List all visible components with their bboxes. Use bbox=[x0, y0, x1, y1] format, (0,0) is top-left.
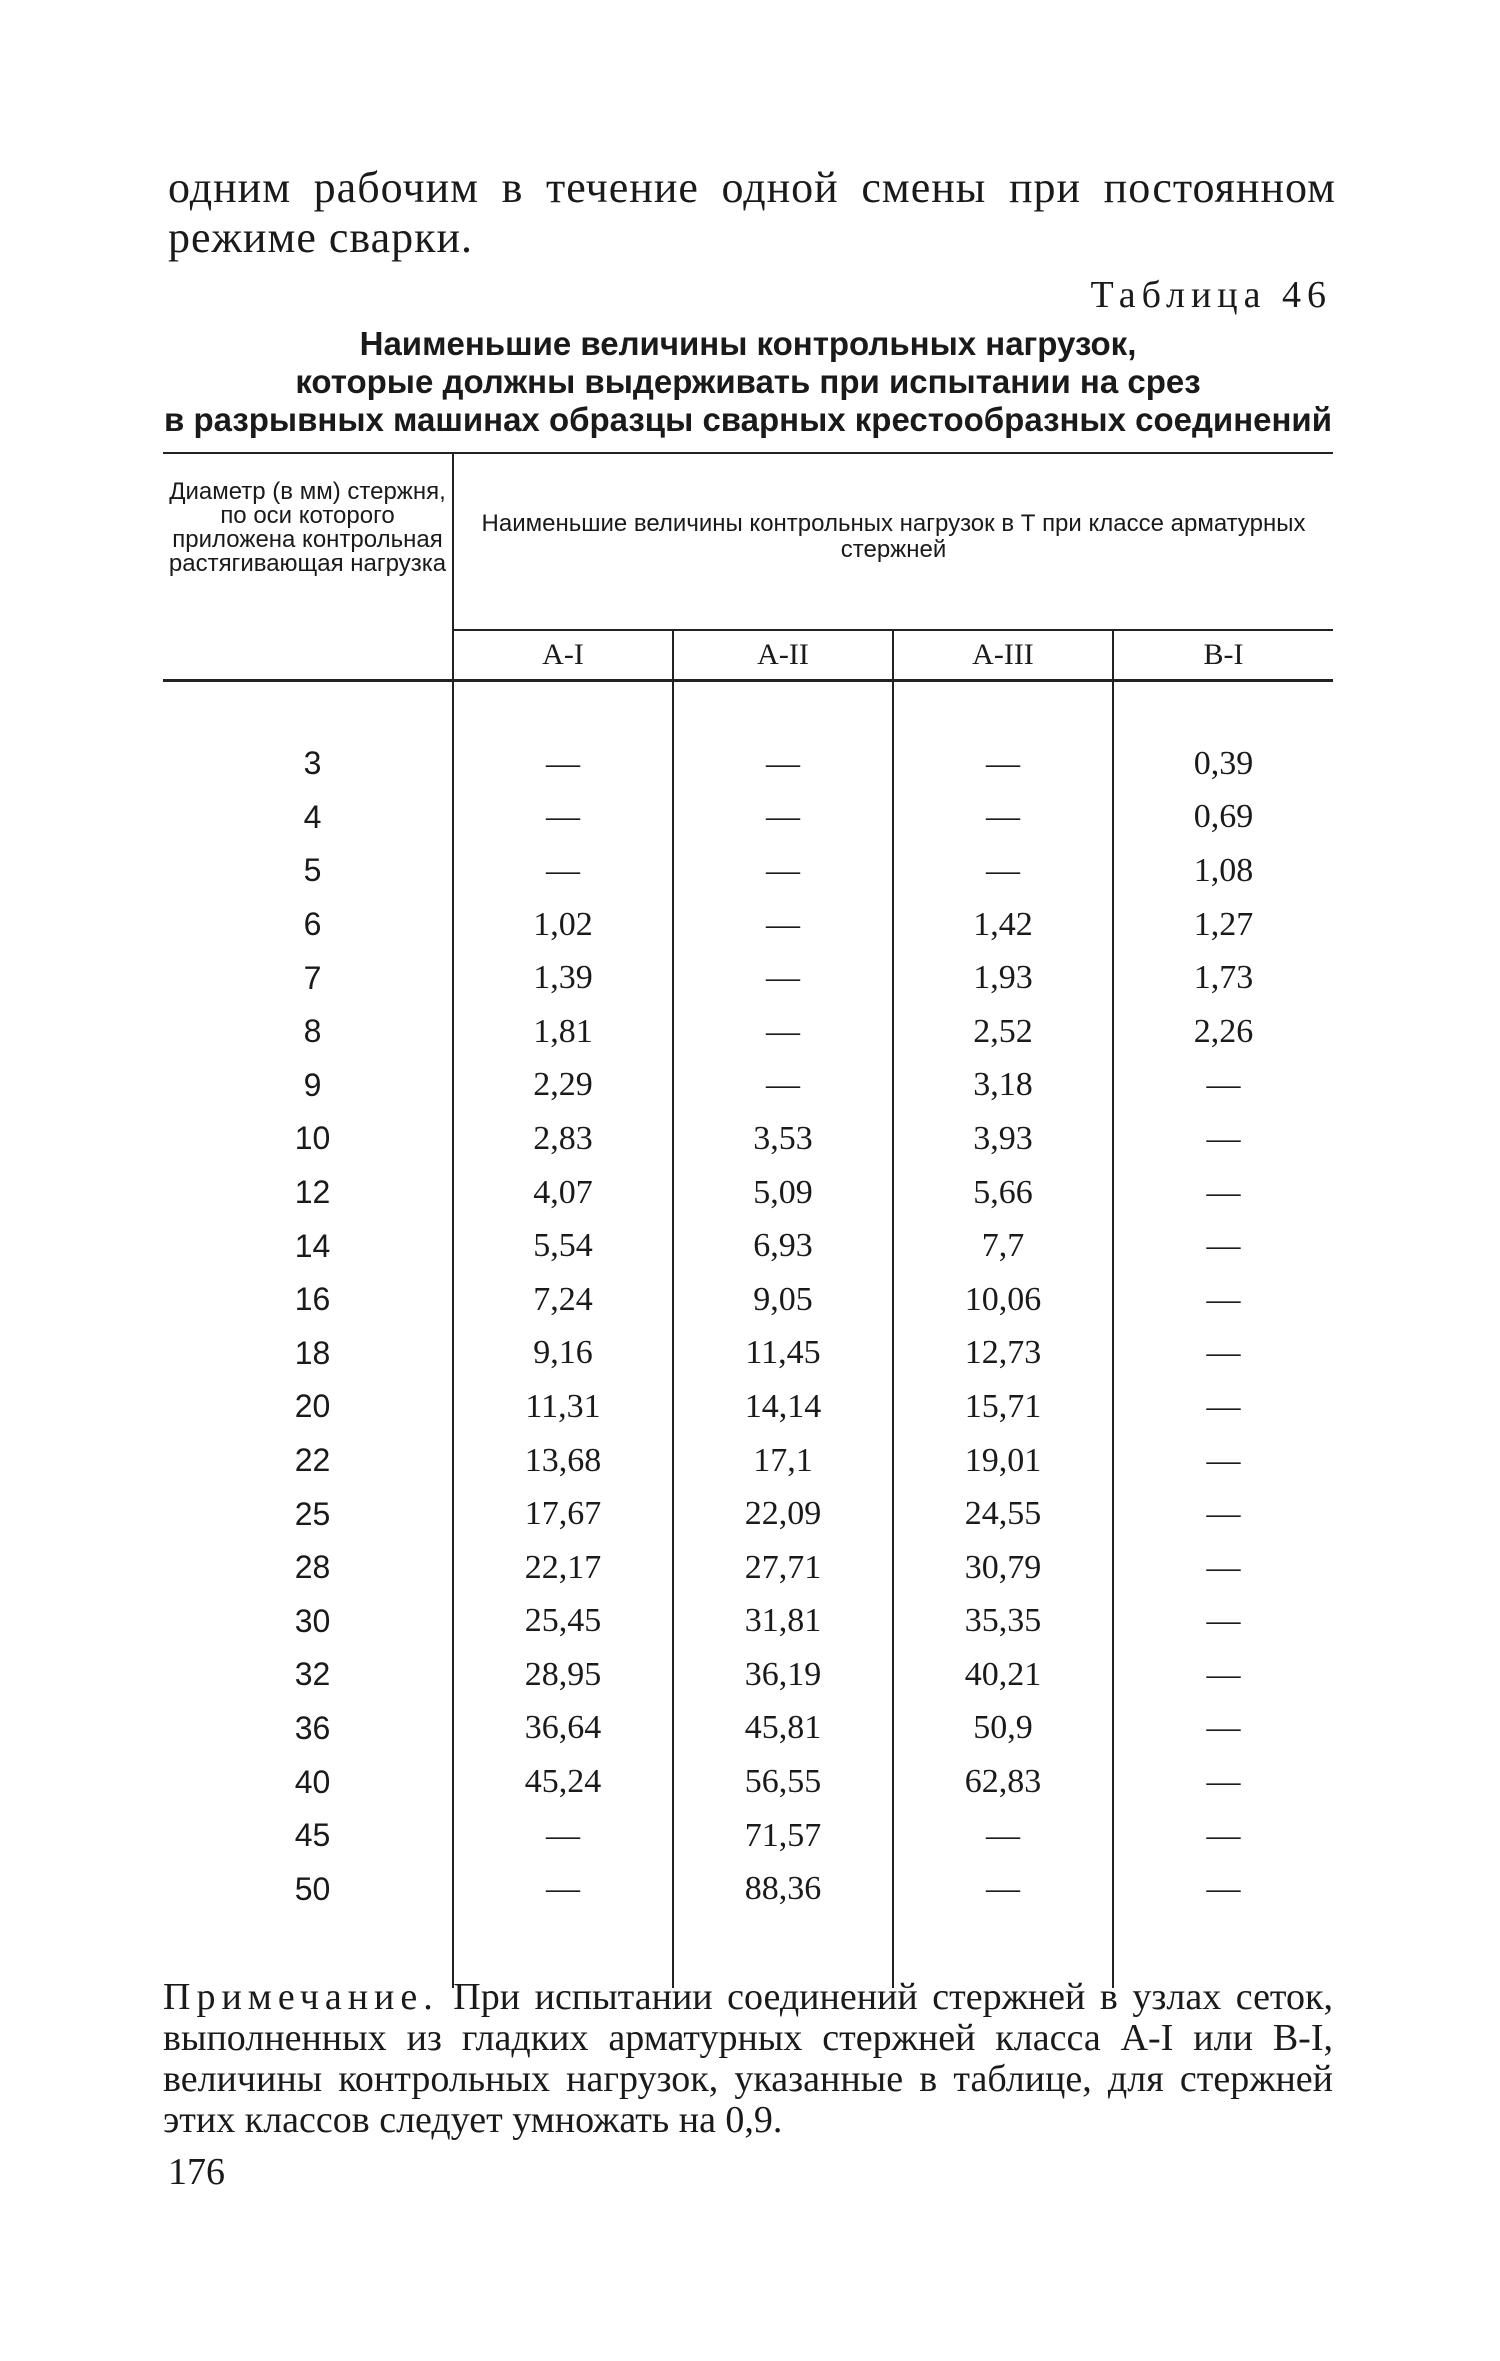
class-header: A-II bbox=[673, 630, 893, 681]
value-cell: — bbox=[893, 791, 1113, 845]
value-cell: 2,26 bbox=[1193, 1012, 1254, 1050]
note-label: Примечание. bbox=[163, 1976, 439, 2018]
value-cell: — bbox=[1206, 1119, 1241, 1157]
value-cell: — bbox=[1206, 1495, 1241, 1533]
value-cell: — bbox=[1206, 1387, 1241, 1425]
value-cell: 5,09 bbox=[673, 1166, 893, 1220]
value-cell: — bbox=[453, 791, 673, 845]
table-row bbox=[163, 1219, 1333, 1273]
value-cell: — bbox=[453, 737, 673, 791]
table-row bbox=[163, 951, 1333, 1005]
value-cell: 36,19 bbox=[673, 1648, 893, 1702]
table-note bbox=[163, 1977, 1333, 2141]
diameter-cell: 18 bbox=[163, 1327, 453, 1381]
value-cell: — bbox=[673, 844, 893, 898]
value-cell: — bbox=[673, 898, 893, 952]
caption-line-1: Наименьшие величины контрольных нагрузок, bbox=[359, 325, 1137, 362]
diameter-cell: 28 bbox=[163, 1541, 453, 1595]
diameter-cell: 16 bbox=[163, 1273, 453, 1327]
value-cell: — bbox=[673, 791, 893, 845]
value-cell: 17,1 bbox=[673, 1434, 893, 1488]
value-cell: 1,93 bbox=[893, 951, 1113, 1005]
value-cell: 1,39 bbox=[453, 951, 673, 1005]
table-row bbox=[163, 1809, 1333, 1863]
diameter-cell: 10 bbox=[163, 1112, 453, 1166]
value-cell: 7,24 bbox=[453, 1273, 673, 1327]
value-cell: 2,52 bbox=[893, 1005, 1113, 1059]
value-cell: — bbox=[1206, 1655, 1241, 1693]
spacer-cell bbox=[163, 681, 453, 738]
diameter-cell: 32 bbox=[163, 1648, 453, 1702]
caption-line-2: которые должны выдерживать при испытании на срез bbox=[295, 363, 1201, 400]
value-cell: 56,55 bbox=[673, 1755, 893, 1809]
value-cell: 2,29 bbox=[453, 1059, 673, 1113]
value-cell: 1,81 bbox=[453, 1005, 673, 1059]
diameter-cell: 50 bbox=[163, 1862, 453, 1916]
value-cell: 0,69 bbox=[1193, 798, 1254, 836]
value-cell: 31,81 bbox=[673, 1595, 893, 1649]
value-cell: 13,68 bbox=[453, 1434, 673, 1488]
diameter-cell: 45 bbox=[163, 1809, 453, 1863]
value-cell: — bbox=[893, 1862, 1113, 1916]
value-cell: 3,53 bbox=[673, 1112, 893, 1166]
diameter-cell: 9 bbox=[163, 1059, 453, 1113]
value-cell: — bbox=[673, 951, 893, 1005]
group-header: Наименьшие величины контрольных нагрузок в Т при классе арматурных стержней bbox=[453, 453, 1333, 630]
value-cell: 1,27 bbox=[1193, 905, 1254, 943]
value-cell: 45,81 bbox=[673, 1702, 893, 1756]
diameter-cell: 7 bbox=[163, 951, 453, 1005]
value-cell: — bbox=[453, 1862, 673, 1916]
table-row bbox=[163, 1380, 1333, 1434]
table-row bbox=[163, 1005, 1333, 1059]
table-number: Таблица 46 bbox=[1090, 274, 1332, 316]
value-cell: — bbox=[1206, 1763, 1241, 1801]
value-cell: 36,64 bbox=[453, 1702, 673, 1756]
value-cell: — bbox=[893, 1809, 1113, 1863]
value-cell: 25,45 bbox=[453, 1595, 673, 1649]
value-cell: — bbox=[673, 1059, 893, 1113]
value-cell: 40,21 bbox=[893, 1648, 1113, 1702]
table-row bbox=[163, 1862, 1333, 1916]
value-cell: — bbox=[1206, 1280, 1241, 1318]
diameter-cell: 25 bbox=[163, 1487, 453, 1541]
table-row bbox=[163, 1166, 1333, 1220]
table-row bbox=[163, 1327, 1333, 1381]
table-row bbox=[163, 1112, 1333, 1166]
value-cell: 1,73 bbox=[1193, 959, 1254, 997]
class-header: A-III bbox=[893, 630, 1113, 681]
table-caption bbox=[163, 325, 1333, 439]
value-cell: — bbox=[1206, 1227, 1241, 1265]
value-cell: 9,05 bbox=[673, 1273, 893, 1327]
value-cell: 14,14 bbox=[673, 1380, 893, 1434]
value-cell: 6,93 bbox=[673, 1219, 893, 1273]
value-cell: 88,36 bbox=[673, 1862, 893, 1916]
value-cell: 7,7 bbox=[893, 1219, 1113, 1273]
value-cell: — bbox=[673, 1005, 893, 1059]
value-cell: — bbox=[1206, 1870, 1241, 1908]
diameter-cell: 36 bbox=[163, 1702, 453, 1756]
value-cell: 12,73 bbox=[893, 1327, 1113, 1381]
value-cell: 0,39 bbox=[1193, 744, 1254, 782]
diameter-cell: 3 bbox=[163, 737, 453, 791]
page-number: 176 bbox=[168, 2151, 225, 2193]
table-row bbox=[163, 791, 1333, 845]
value-cell: 27,71 bbox=[673, 1541, 893, 1595]
spacer-cell bbox=[673, 681, 893, 738]
value-cell: 4,07 bbox=[453, 1166, 673, 1220]
value-cell: — bbox=[1206, 1709, 1241, 1747]
value-cell: 71,57 bbox=[673, 1809, 893, 1863]
value-cell: — bbox=[1206, 1334, 1241, 1372]
diameter-cell: 30 bbox=[163, 1595, 453, 1649]
value-cell: — bbox=[1206, 1602, 1241, 1640]
class-header: B-I bbox=[1113, 630, 1333, 681]
value-cell: 22,09 bbox=[673, 1487, 893, 1541]
value-cell: — bbox=[893, 844, 1113, 898]
table-body bbox=[163, 681, 1333, 1989]
value-cell: 50,9 bbox=[893, 1702, 1113, 1756]
value-cell: 35,35 bbox=[893, 1595, 1113, 1649]
table-row bbox=[163, 1595, 1333, 1649]
value-cell: 11,45 bbox=[673, 1327, 893, 1381]
table-row bbox=[163, 898, 1333, 952]
value-cell: 9,16 bbox=[453, 1327, 673, 1381]
value-cell: 11,31 bbox=[453, 1380, 673, 1434]
value-cell: 45,24 bbox=[453, 1755, 673, 1809]
diameter-cell: 14 bbox=[163, 1219, 453, 1273]
diameter-cell: 8 bbox=[163, 1005, 453, 1059]
diameter-cell: 20 bbox=[163, 1380, 453, 1434]
value-cell: 3,18 bbox=[893, 1059, 1113, 1113]
diameter-cell: 5 bbox=[163, 844, 453, 898]
intro-paragraph: одним рабочим в течение одной смены при постоянном режиме сварки. bbox=[168, 163, 1336, 262]
spacer-cell bbox=[893, 681, 1113, 738]
spacer-cell bbox=[1113, 681, 1333, 738]
value-cell: 10,06 bbox=[893, 1273, 1113, 1327]
value-cell: — bbox=[453, 1809, 673, 1863]
value-cell: 15,71 bbox=[893, 1380, 1113, 1434]
diameter-cell: 4 bbox=[163, 791, 453, 845]
row-header: Диаметр (в мм) стержня, по оси которого приложена контрольная растягивающая нагрузка bbox=[163, 453, 453, 681]
table-row bbox=[163, 1702, 1333, 1756]
note-text: При испытании соединений стержней в узлах сеток, выполненных из гладких арматурных стержней класса A-I или B-I, величины контрольных нагрузок, указанные в таблице, для стержней этих классов следует умножать на 0,9. bbox=[163, 1976, 1334, 2141]
value-cell: 2,83 bbox=[453, 1112, 673, 1166]
value-cell: — bbox=[1206, 1441, 1241, 1479]
table-row bbox=[163, 1434, 1333, 1488]
value-cell: 24,55 bbox=[893, 1487, 1113, 1541]
value-cell: 28,95 bbox=[453, 1648, 673, 1702]
table-row bbox=[163, 1541, 1333, 1595]
value-cell: 1,08 bbox=[1193, 851, 1254, 889]
table-row bbox=[163, 1273, 1333, 1327]
diameter-cell: 6 bbox=[163, 898, 453, 952]
table-row bbox=[163, 1648, 1333, 1702]
class-header: A-I bbox=[453, 630, 673, 681]
value-cell: — bbox=[1206, 1548, 1241, 1586]
table-row bbox=[163, 737, 1333, 791]
load-table bbox=[163, 452, 1333, 1988]
table-row bbox=[163, 844, 1333, 898]
caption-line-3: в разрывных машинах образцы сварных крестообразных соединений bbox=[163, 401, 1333, 438]
value-cell: 17,67 bbox=[453, 1487, 673, 1541]
value-cell: 22,17 bbox=[453, 1541, 673, 1595]
value-cell: 1,42 bbox=[893, 898, 1113, 952]
diameter-cell: 22 bbox=[163, 1434, 453, 1488]
table-row bbox=[163, 1755, 1333, 1809]
diameter-cell: 40 bbox=[163, 1755, 453, 1809]
spacer-row bbox=[163, 681, 1333, 738]
value-cell: — bbox=[673, 737, 893, 791]
value-cell: — bbox=[893, 737, 1113, 791]
spacer-cell bbox=[453, 681, 673, 738]
table-row bbox=[163, 1059, 1333, 1113]
value-cell: 30,79 bbox=[893, 1541, 1113, 1595]
value-cell: — bbox=[1206, 1066, 1241, 1104]
value-cell: 1,02 bbox=[453, 898, 673, 952]
table-row bbox=[163, 1487, 1333, 1541]
value-cell: — bbox=[1206, 1173, 1241, 1211]
value-cell: 3,93 bbox=[893, 1112, 1113, 1166]
diameter-cell: 12 bbox=[163, 1166, 453, 1220]
value-cell: 19,01 bbox=[893, 1434, 1113, 1488]
value-cell: — bbox=[1206, 1816, 1241, 1854]
value-cell: 5,54 bbox=[453, 1219, 673, 1273]
value-cell: 5,66 bbox=[893, 1166, 1113, 1220]
value-cell: — bbox=[453, 844, 673, 898]
value-cell: 62,83 bbox=[893, 1755, 1113, 1809]
